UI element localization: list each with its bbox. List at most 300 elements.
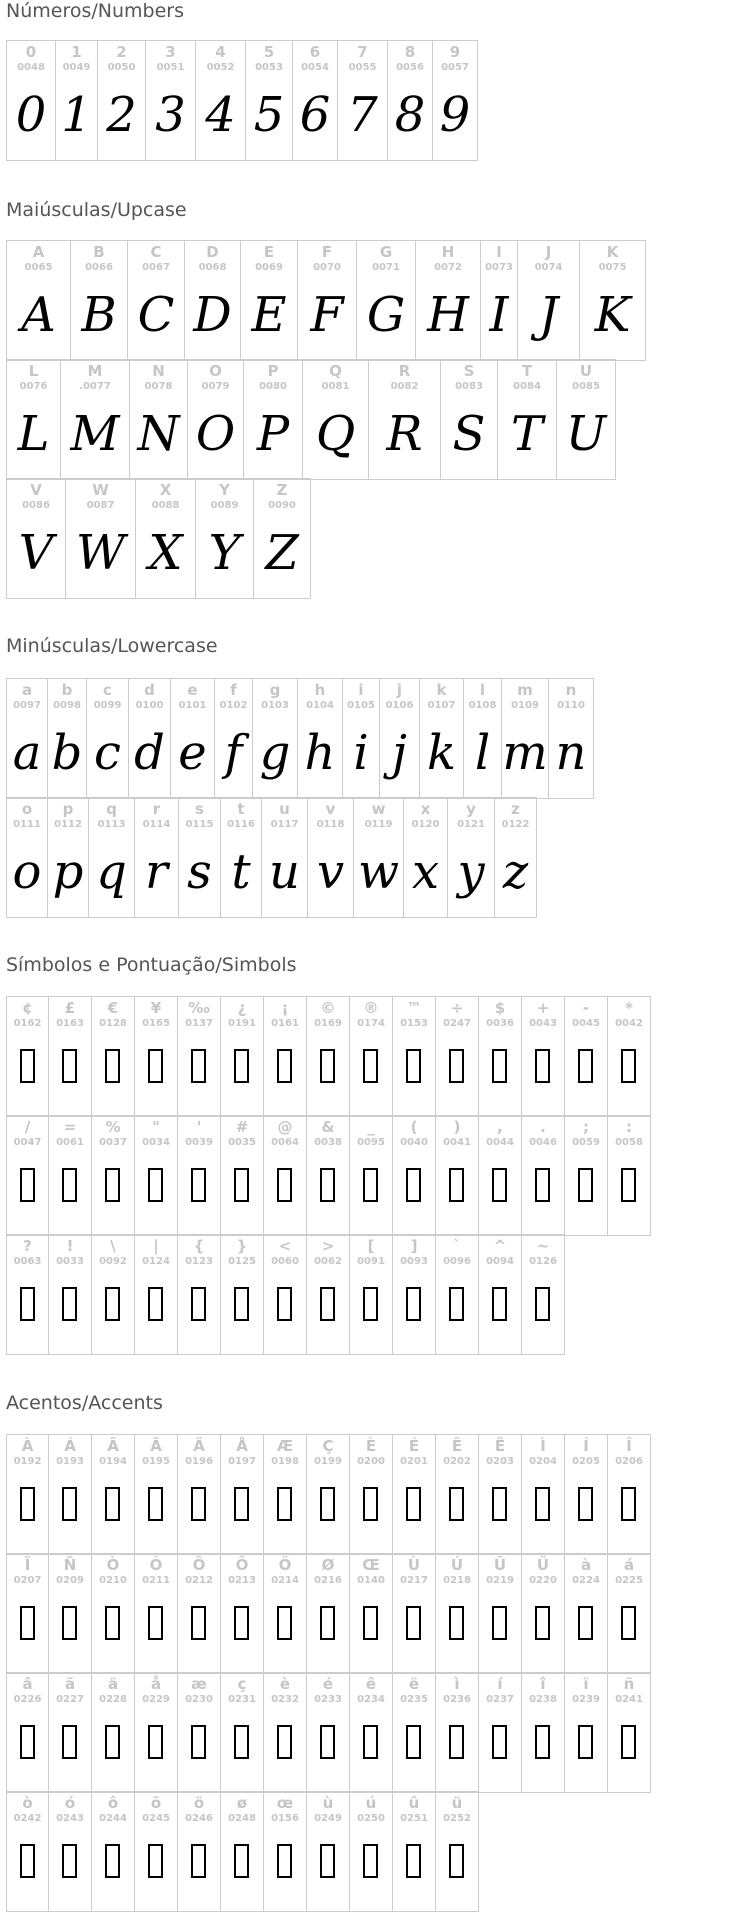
char-code: 0047	[13, 1137, 42, 1148]
char-code: 0109	[511, 700, 539, 711]
char-label: ø	[236, 1794, 248, 1812]
char-code: 0125	[228, 1256, 256, 1267]
missing-glyph-box	[277, 1844, 292, 1878]
char-code: 0100	[135, 700, 164, 711]
missing-glyph-box	[62, 1487, 77, 1521]
char-label: t	[237, 800, 245, 818]
missing-glyph-box	[621, 1725, 636, 1759]
missing-glyph-box	[578, 1487, 593, 1521]
missing-glyph-box	[62, 1725, 77, 1759]
glyph-cell	[244, 360, 303, 480]
glyph-cell	[354, 798, 404, 918]
char-label: R	[398, 362, 411, 380]
glyph-cell	[49, 1792, 92, 1912]
glyph-cell	[146, 41, 196, 161]
glyph-sample: h	[304, 725, 336, 781]
missing-glyph-box	[535, 1725, 550, 1759]
missing-glyph-box	[406, 1606, 421, 1640]
char-label: õ	[150, 1794, 162, 1812]
char-label: Ê	[451, 1437, 463, 1455]
char-code: 0069	[255, 262, 283, 273]
char-label: Ì	[540, 1437, 546, 1455]
glyph-cell	[436, 1554, 479, 1674]
char-label: \	[110, 1237, 116, 1255]
glyph-cell	[479, 997, 522, 1117]
glyph-cell	[307, 1792, 350, 1912]
glyph-cell	[221, 1554, 264, 1674]
glyph-cell	[136, 479, 196, 599]
glyph-cell	[185, 241, 241, 361]
char-code: 0122	[501, 819, 530, 830]
char-label: z	[511, 800, 520, 818]
glyph-cell	[196, 479, 254, 599]
char-label: 4	[215, 43, 226, 61]
missing-glyph-box	[621, 1487, 636, 1521]
missing-glyph-box	[363, 1487, 378, 1521]
glyph-sample: S	[452, 406, 486, 462]
char-label: â	[22, 1675, 33, 1693]
glyph-cell	[298, 241, 357, 361]
glyph-cell	[66, 479, 136, 599]
char-code: 0217	[400, 1575, 428, 1586]
char-code: 0096	[443, 1256, 471, 1267]
missing-glyph-box	[320, 1844, 335, 1878]
char-code: 0235	[400, 1694, 428, 1705]
missing-glyph-box	[191, 1168, 206, 1202]
char-label: {	[193, 1237, 205, 1255]
missing-glyph-box	[148, 1844, 163, 1878]
char-label: Œ	[362, 1556, 380, 1574]
glyph-cell	[350, 1235, 393, 1355]
glyph-cell	[350, 1116, 393, 1236]
char-code: 0042	[615, 1018, 643, 1029]
char-code: 0241	[615, 1694, 643, 1705]
char-code: 0061	[56, 1137, 84, 1148]
glyph-sample: m	[502, 725, 548, 781]
glyph-cell	[92, 1116, 135, 1236]
glyph-cell	[6, 241, 71, 361]
missing-glyph-box	[148, 1487, 163, 1521]
missing-glyph-box	[20, 1487, 35, 1521]
char-label: í	[497, 1675, 503, 1693]
char-label: Î	[626, 1437, 632, 1455]
missing-glyph-box	[105, 1168, 120, 1202]
char-code: 0053	[255, 62, 283, 73]
missing-glyph-box	[234, 1606, 249, 1640]
char-code: 0163	[56, 1018, 84, 1029]
char-label: L	[28, 362, 39, 380]
glyph-sample: 2	[106, 87, 137, 143]
char-code: 0083	[455, 381, 483, 392]
char-code: 0033	[56, 1256, 84, 1267]
glyph-row	[6, 1791, 479, 1912]
char-code: 0063	[13, 1256, 42, 1267]
missing-glyph-box	[105, 1606, 120, 1640]
glyph-sample: i	[353, 725, 369, 781]
glyph-cell	[338, 41, 388, 161]
glyph-cell	[221, 1435, 264, 1555]
glyph-cell	[89, 798, 135, 918]
char-code: 0058	[615, 1137, 643, 1148]
missing-glyph-box	[320, 1168, 335, 1202]
glyph-sample: l	[474, 725, 491, 781]
glyph-cell	[549, 679, 594, 799]
char-label: ;	[583, 1118, 589, 1136]
glyph-cell	[393, 1435, 436, 1555]
glyph-sample: s	[187, 844, 212, 900]
glyph-cell	[98, 41, 146, 161]
char-code: 0034	[142, 1137, 170, 1148]
char-label: ¡	[281, 999, 289, 1017]
char-code: 0040	[400, 1137, 428, 1148]
char-label: 6	[309, 43, 321, 61]
glyph-cell	[264, 1235, 307, 1355]
missing-glyph-box	[191, 1287, 206, 1321]
missing-glyph-box	[492, 1725, 507, 1759]
char-code: 0237	[486, 1694, 514, 1705]
glyph-row	[6, 996, 651, 1117]
glyph-sample: E	[251, 287, 287, 343]
glyph-cell	[48, 679, 87, 799]
char-code: 0097	[13, 700, 41, 711]
char-code: 0231	[228, 1694, 256, 1705]
char-label: Ò	[106, 1556, 120, 1574]
char-label: ¢	[22, 999, 33, 1017]
char-code: .0077	[79, 381, 111, 392]
char-label: x	[420, 800, 431, 818]
char-code: 0108	[468, 700, 497, 711]
glyph-cell	[307, 997, 350, 1117]
char-code: 0249	[314, 1813, 342, 1824]
char-label: ó	[64, 1794, 76, 1812]
glyph-cell	[479, 1116, 522, 1236]
glyph-cell	[178, 1435, 221, 1555]
char-code: 0195	[142, 1456, 170, 1467]
glyph-row	[6, 1115, 651, 1236]
glyph-cell	[448, 798, 495, 918]
missing-glyph-box	[621, 1606, 636, 1640]
glyph-row	[6, 678, 594, 799]
glyph-sample: q	[96, 844, 127, 900]
char-code: 0211	[142, 1575, 170, 1586]
char-code: 0114	[142, 819, 171, 830]
glyph-cell	[350, 1435, 393, 1555]
char-code: 0174	[357, 1018, 385, 1029]
glyph-cell	[135, 1116, 178, 1236]
char-label: ì	[454, 1675, 460, 1693]
char-code: 0086	[22, 500, 50, 511]
missing-glyph-box	[105, 1844, 120, 1878]
missing-glyph-box	[148, 1725, 163, 1759]
char-code: 0220	[529, 1575, 557, 1586]
char-code: 0067	[142, 262, 170, 273]
char-code: 0066	[85, 262, 113, 273]
char-code: 0225	[615, 1575, 643, 1586]
char-label: ‰	[188, 999, 210, 1017]
glyph-sample: k	[426, 725, 457, 781]
glyph-sample: 9	[439, 87, 471, 143]
char-label: 8	[404, 43, 416, 61]
glyph-cell	[369, 360, 441, 480]
missing-glyph-box	[492, 1287, 507, 1321]
char-code: 0052	[206, 62, 235, 73]
char-label: Á	[64, 1437, 76, 1455]
glyph-cell	[6, 798, 48, 918]
glyph-cell	[221, 1116, 264, 1236]
char-label: ñ	[623, 1675, 635, 1693]
glyph-cell	[303, 360, 369, 480]
char-code: 0072	[434, 262, 462, 273]
glyph-cell	[608, 1554, 651, 1674]
char-label: w	[371, 800, 386, 818]
missing-glyph-box	[449, 1844, 464, 1878]
glyph-sample: T	[510, 406, 543, 462]
char-label: G	[379, 243, 393, 261]
char-code: 0099	[93, 700, 122, 711]
glyph-cell	[393, 1673, 436, 1793]
missing-glyph-box	[234, 1049, 249, 1083]
char-label: Ã	[150, 1437, 162, 1455]
char-label: l	[479, 681, 486, 699]
glyph-cell	[479, 1235, 522, 1355]
char-label: 2	[116, 43, 127, 61]
char-code: 0048	[17, 62, 45, 73]
char-label: É	[408, 1437, 420, 1455]
glyph-cell	[436, 1792, 479, 1912]
char-code: 0079	[201, 381, 230, 392]
missing-glyph-box	[535, 1487, 550, 1521]
glyph-cell	[441, 360, 498, 480]
missing-glyph-box	[62, 1287, 77, 1321]
glyph-cell	[264, 1792, 307, 1912]
missing-glyph-box	[277, 1725, 292, 1759]
char-code: 0252	[443, 1813, 471, 1824]
char-code: 0049	[62, 62, 91, 73]
char-label: k	[436, 681, 447, 699]
glyph-cell	[479, 1554, 522, 1674]
char-label: œ	[276, 1794, 294, 1812]
char-label: C	[150, 243, 162, 261]
char-label: "	[152, 1118, 160, 1136]
glyph-cell	[49, 1554, 92, 1674]
char-label: :	[626, 1118, 632, 1136]
char-code: 0046	[529, 1137, 557, 1148]
missing-glyph-box	[62, 1606, 77, 1640]
glyph-cell	[221, 798, 262, 918]
char-code: 0250	[357, 1813, 385, 1824]
char-label: i	[358, 681, 364, 699]
glyph-cell	[350, 1554, 393, 1674]
char-code: 0081	[321, 381, 350, 392]
glyph-sample: L	[17, 406, 50, 462]
missing-glyph-box	[191, 1725, 206, 1759]
char-code: 0165	[142, 1018, 170, 1029]
glyph-sample: F	[310, 287, 344, 343]
char-label: V	[30, 481, 42, 499]
glyph-sample: b	[51, 725, 83, 781]
char-label: €	[107, 999, 119, 1017]
glyph-cell	[221, 1792, 264, 1912]
glyph-cell	[241, 241, 298, 361]
char-label: K	[606, 243, 619, 261]
char-label: ®	[363, 999, 379, 1017]
char-label: D	[206, 243, 219, 261]
char-code: 0087	[86, 500, 115, 511]
char-code: 0169	[314, 1018, 342, 1029]
char-code: 0038	[314, 1137, 342, 1148]
char-code: 0248	[228, 1813, 256, 1824]
glyph-cell	[253, 679, 298, 799]
char-label: Ú	[450, 1556, 464, 1574]
char-code: 0039	[185, 1137, 213, 1148]
char-label: '	[196, 1118, 202, 1136]
char-label: W	[92, 481, 109, 499]
glyph-cell	[565, 1116, 608, 1236]
glyph-cell	[464, 679, 502, 799]
char-label: +	[536, 999, 550, 1017]
glyph-sample: Z	[265, 525, 299, 581]
char-code: 0233	[314, 1694, 342, 1705]
glyph-cell	[436, 1673, 479, 1793]
char-label: [	[367, 1237, 375, 1255]
glyph-row	[6, 1553, 651, 1674]
missing-glyph-box	[406, 1725, 421, 1759]
char-label: ö	[193, 1794, 205, 1812]
char-code: 0153	[400, 1018, 428, 1029]
glyph-cell	[404, 798, 448, 918]
glyph-sample: r	[145, 844, 168, 900]
char-code: 0232	[271, 1694, 299, 1705]
char-code: 0064	[271, 1137, 299, 1148]
char-code: 0200	[357, 1456, 385, 1467]
glyph-cell	[6, 360, 61, 480]
glyph-cell	[498, 360, 557, 480]
section-title: Símbolos e Pontuação/Simbols	[6, 954, 297, 976]
glyph-cell	[608, 1673, 651, 1793]
glyph-cell	[522, 1554, 565, 1674]
glyph-cell	[393, 997, 436, 1117]
missing-glyph-box	[406, 1168, 421, 1202]
char-code: 0193	[56, 1456, 84, 1467]
char-label: Â	[107, 1437, 119, 1455]
glyph-sample: U	[565, 406, 607, 462]
glyph-cell	[502, 679, 549, 799]
char-label: û	[408, 1794, 420, 1812]
glyph-sample: z	[502, 844, 529, 900]
glyph-sample: g	[259, 725, 291, 781]
missing-glyph-box	[363, 1168, 378, 1202]
missing-glyph-box	[105, 1725, 120, 1759]
glyph-sample: u	[269, 844, 300, 900]
missing-glyph-box	[492, 1606, 507, 1640]
char-code: 0060	[271, 1256, 299, 1267]
char-label: 0	[25, 43, 37, 61]
char-code: 0112	[54, 819, 82, 830]
missing-glyph-box	[406, 1287, 421, 1321]
char-code: 0210	[99, 1575, 127, 1586]
missing-glyph-box	[492, 1487, 507, 1521]
glyph-row	[6, 359, 616, 480]
char-label: a	[21, 681, 33, 699]
glyph-cell	[221, 1673, 264, 1793]
glyph-cell	[416, 241, 481, 361]
glyph-sample: M	[70, 406, 120, 462]
char-label: $	[494, 999, 506, 1017]
missing-glyph-box	[234, 1725, 249, 1759]
glyph-cell	[221, 997, 264, 1117]
char-label: p	[62, 800, 74, 818]
missing-glyph-box	[449, 1287, 464, 1321]
glyph-sample: j	[392, 725, 407, 781]
char-label: B	[93, 243, 105, 261]
char-code: 0071	[372, 262, 400, 273]
missing-glyph-box	[492, 1168, 507, 1202]
char-label: Ü	[536, 1556, 550, 1574]
glyph-cell	[135, 1554, 178, 1674]
missing-glyph-box	[105, 1487, 120, 1521]
missing-glyph-box	[62, 1049, 77, 1083]
char-code: 0219	[486, 1575, 514, 1586]
char-code: 0054	[301, 62, 329, 73]
char-code: 0068	[198, 262, 227, 273]
missing-glyph-box	[320, 1049, 335, 1083]
glyph-cell	[128, 241, 185, 361]
glyph-cell	[298, 679, 343, 799]
glyph-cell	[307, 1673, 350, 1793]
glyph-cell	[188, 360, 244, 480]
missing-glyph-box	[363, 1287, 378, 1321]
char-code: 0213	[228, 1575, 256, 1586]
char-code: 0103	[261, 700, 289, 711]
char-label: î	[540, 1675, 546, 1693]
char-code: 0161	[271, 1018, 299, 1029]
char-label: N	[152, 362, 165, 380]
glyph-cell	[178, 1673, 221, 1793]
char-label: 5	[263, 43, 275, 61]
char-code: 0197	[228, 1456, 256, 1467]
char-label: 3	[165, 43, 176, 61]
char-label: Y	[219, 481, 230, 499]
missing-glyph-box	[535, 1168, 550, 1202]
glyph-row	[6, 40, 478, 161]
glyph-sample: B	[81, 287, 117, 343]
section-title: Minúsculas/Lowercase	[6, 635, 218, 657]
glyph-cell	[518, 241, 580, 361]
missing-glyph-box	[20, 1606, 35, 1640]
char-label: F	[321, 243, 333, 261]
char-label: ™	[406, 999, 422, 1017]
char-label: e	[187, 681, 198, 699]
char-code: 0073	[485, 262, 513, 273]
glyph-sample: G	[366, 287, 406, 343]
char-code: 0120	[411, 819, 440, 830]
char-code: 0118	[316, 819, 345, 830]
missing-glyph-box	[535, 1049, 550, 1083]
char-code: 0140	[357, 1575, 385, 1586]
glyph-sample: N	[137, 406, 180, 462]
missing-glyph-box	[449, 1049, 464, 1083]
glyph-sample: o	[12, 844, 42, 900]
char-code: 0104	[306, 700, 334, 711]
char-label: Z	[276, 481, 288, 499]
char-code: 0092	[99, 1256, 127, 1267]
missing-glyph-box	[277, 1287, 292, 1321]
glyph-cell	[479, 1435, 522, 1555]
char-label: =	[63, 1118, 77, 1136]
char-label: Q	[329, 362, 342, 380]
char-code: 0207	[13, 1575, 42, 1586]
char-label: ê	[365, 1675, 377, 1693]
